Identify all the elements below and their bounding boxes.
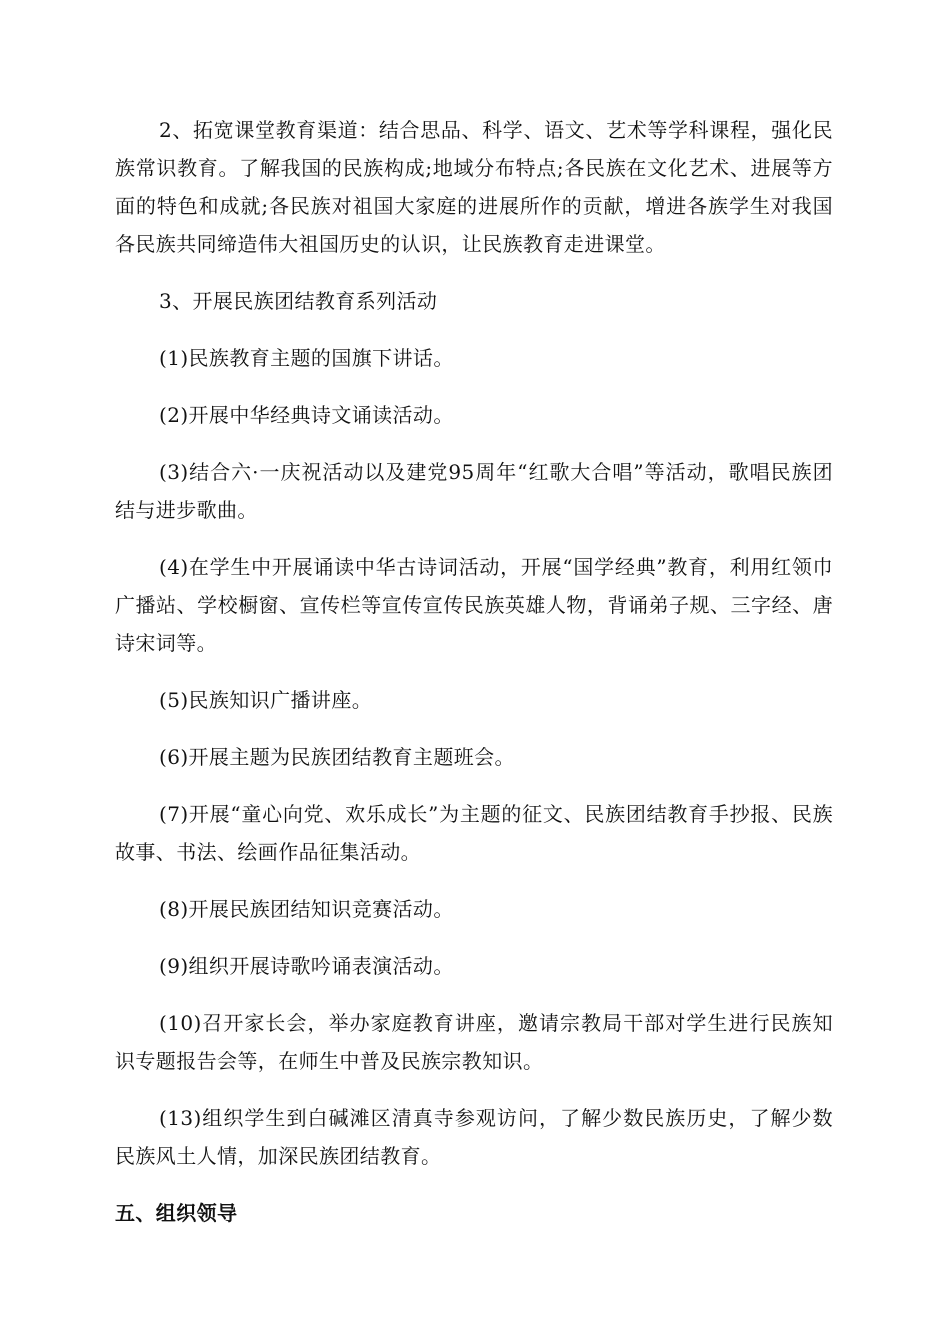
paragraph-activity-3: (3)结合六·一庆祝活动以及建党95周年“红歌大合唱”等活动，歌唱民族团结与进步歌曲。 — [115, 460, 833, 522]
paragraph-activity-series-title: 3、开展民族团结教育系列活动 — [159, 289, 438, 313]
paragraph-activity-9: (9)组织开展诗歌吟诵表演活动。 — [159, 954, 454, 978]
paragraph-activity-5: (5)民族知识广播讲座。 — [159, 688, 373, 712]
paragraph-activity-8: (8)开展民族团结知识竞赛活动。 — [159, 897, 454, 921]
section-heading: 五、组织领导 — [115, 1201, 238, 1225]
paragraph-classroom-channel: 2、拓宽课堂教育渠道：结合思品、科学、语文、艺术等学科课程，强化民族常识教育。了解我国的民族构成;地域分布特点;各民族在文化艺术、进展等方面的特色和成就;各民族对祖国大家庭的进展所作的贡献，增进各族学生对我国各民族共同缔造伟大祖国历史的认识，让民族教育走进课堂。 — [115, 118, 833, 256]
paragraph-activity-7: (7)开展“童心向党、欢乐成长”为主题的征文、民族团结教育手抄报、民族故事、书法、绘画作品征集活动。 — [115, 802, 833, 864]
paragraph-activity-13: (13)组织学生到白碱滩区清真寺参观访问，了解少数民族历史，了解少数民族风土人情，加深民族团结教育。 — [115, 1106, 833, 1168]
paragraph-activity-1: (1)民族教育主题的国旗下讲话。 — [159, 346, 454, 370]
paragraph-activity-2: (2)开展中华经典诗文诵读活动。 — [159, 403, 454, 427]
paragraph-activity-4: (4)在学生中开展诵读中华古诗词活动，开展“国学经典”教育，利用红领巾广播站、学校橱窗、宣传栏等宣传宣传民族英雄人物，背诵弟子规、三字经、唐诗宋词等。 — [115, 555, 833, 655]
document-body — [115, 111, 833, 1232]
paragraph-activity-10: (10)召开家长会，举办家庭教育讲座，邀请宗教局干部对学生进行民族知识专题报告会等，在师生中普及民族宗教知识。 — [115, 1011, 833, 1073]
paragraph-activity-6: (6)开展主题为民族团结教育主题班会。 — [159, 745, 515, 769]
